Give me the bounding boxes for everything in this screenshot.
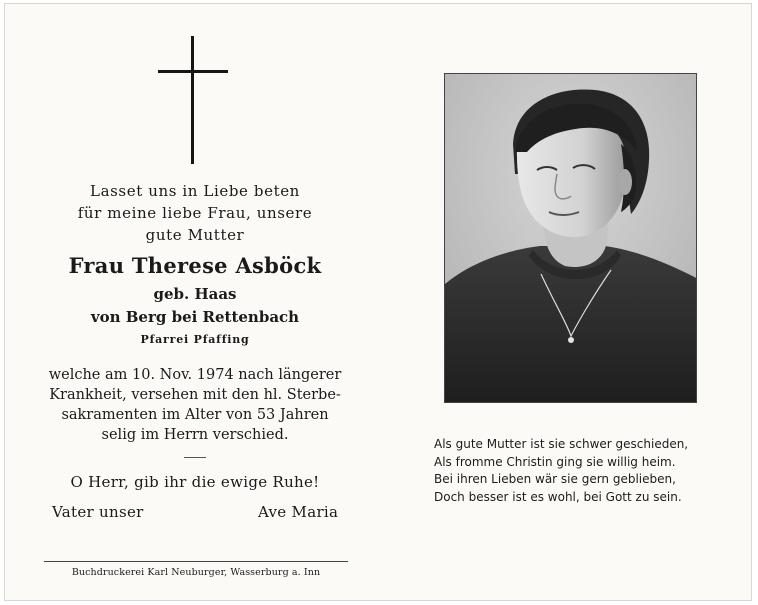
rest-prayer: O Herr, gib ihr die ewige Ruhe! <box>70 473 320 491</box>
parish-name: Pfarrei Pfaffing <box>140 333 250 346</box>
prayer-line-1: Lasset uns in Liebe beten <box>90 182 300 200</box>
death-notice-line-1: welche am 10. Nov. 1974 nach längerer <box>48 367 342 383</box>
death-notice-line-2: Krankheit, versehen mit den hl. Sterbe- <box>49 387 341 403</box>
portrait-photo <box>444 73 697 403</box>
death-notice-line-3: sakramenten im Alter von 53 Jahren <box>61 407 329 423</box>
cross-horizontal-bar <box>158 70 228 73</box>
portrait-illustration <box>445 74 697 403</box>
printer-credit: Buchdruckerei Karl Neuburger, Wasserburg a. Inn <box>71 567 321 578</box>
prayer-line-2: für meine liebe Frau, unsere <box>77 204 313 222</box>
prayer-intro <box>36 180 354 246</box>
deceased-name: Frau Therese Asböck <box>68 253 322 278</box>
death-notice <box>36 365 354 445</box>
footer-rule <box>44 561 348 562</box>
prayer-line-3: gute Mutter <box>145 226 245 244</box>
cross-icon <box>158 36 228 164</box>
origin-place: von Berg bei Rettenbach <box>90 308 300 326</box>
poem-line-3: Bei ihren Lieben wär sie gern geblieben, <box>434 472 676 486</box>
death-notice-line-4: selig im Herrn verschied. <box>101 427 289 443</box>
maiden-name: geb. Haas <box>153 285 237 303</box>
poem-line-4: Doch besser ist es wohl, bei Gott zu sein. <box>434 489 682 504</box>
poem-line-2: Als fromme Christin ging sie willig heim. <box>434 454 676 469</box>
poem-line-1: Als gute Mutter ist sie schwer geschieden, <box>434 437 689 451</box>
closing-prayer-left: Vater unser <box>52 503 144 521</box>
closing-prayer-right: Ave Maria <box>258 503 339 521</box>
separator-dash <box>184 457 206 458</box>
poem <box>434 436 734 506</box>
cross-vertical-bar <box>191 36 194 164</box>
